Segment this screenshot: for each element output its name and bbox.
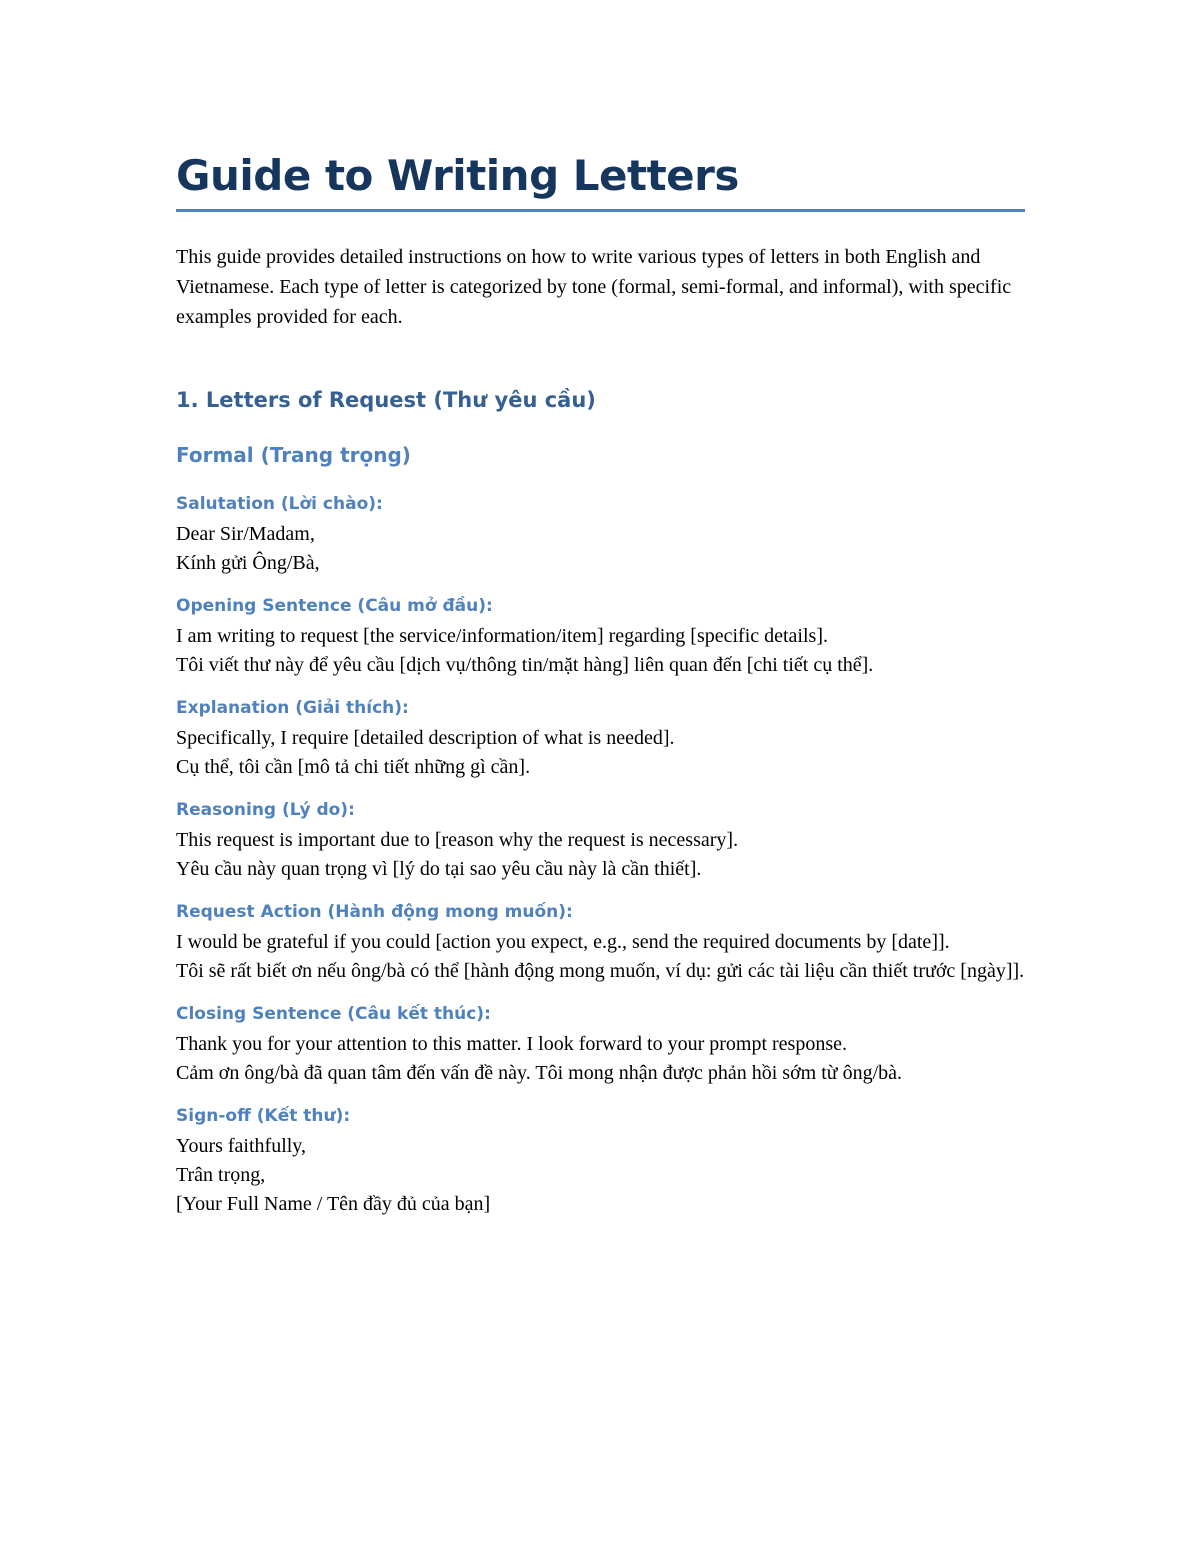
subheading-formal: Formal (Trang trọng) [176,443,411,467]
title-underline-rule [176,209,1025,212]
part-line: Tôi viết thư này để yêu cầu [dịch vụ/thông tin/mặt hàng] liên quan đến [chi tiết cụ thể]. [176,654,874,676]
part-label: Closing Sentence (Câu kết thúc): [176,1004,491,1024]
part-line: Cụ thể, tôi cần [mô tả chi tiết những gì cần]. [176,756,531,778]
part-line: Yours faithfully, [176,1135,307,1157]
part-label: Sign-off (Kết thư): [176,1106,351,1126]
part-line: [Your Full Name / Tên đầy đủ của bạn] [176,1193,491,1215]
part-line: Specifically, I require [detailed description of what is needed]. [176,727,675,749]
part-explanation [176,695,1026,782]
part-line: This request is important due to [reason why the request is necessary]. [176,829,739,851]
part-label: Explanation (Giải thích): [176,698,409,718]
part-salutation [176,491,1026,578]
part-line: Trân trọng, [176,1164,266,1186]
document-title: Guide to Writing Letters [176,151,739,200]
part-line: Tôi sẽ rất biết ơn nếu ông/bà có thể [hành động mong muốn, ví dụ: gửi các tài liệu cần thiết trước [ngày]]. [176,960,1025,982]
part-closing-sentence [176,1001,1026,1088]
part-line: I would be grateful if you could [action you expect, e.g., send the required documents by [date]]. [176,931,950,953]
part-line: Dear Sir/Madam, [176,523,315,545]
part-line: Cảm ơn ông/bà đã quan tâm đến vấn đề này. Tôi mong nhận được phản hồi sớm từ ông/bà. [176,1062,903,1084]
part-opening-sentence [176,593,1026,680]
part-label: Salutation (Lời chào): [176,494,383,514]
part-line: Kính gửi Ông/Bà, [176,552,320,574]
intro-paragraph: This guide provides detailed instructions on how to write various types of letters in both English and Vietnamese. Each type of letter is categorized by tone (formal, semi-formal, and informal), with specific examples provided for each. [176,246,1012,328]
part-line: Yêu cầu này quan trọng vì [lý do tại sao yêu cầu này là cần thiết]. [176,858,702,880]
part-reasoning [176,797,1026,884]
part-line: Thank you for your attention to this matter. I look forward to your prompt response. [176,1033,847,1055]
part-line: I am writing to request [the service/information/item] regarding [specific details]. [176,625,828,647]
part-label: Reasoning (Lý do): [176,800,355,820]
section-heading-letters-of-request: 1. Letters of Request (Thư yêu cầu) [176,388,596,412]
part-request-action [176,899,1026,986]
part-sign-off [176,1103,1026,1219]
part-label: Request Action (Hành động mong muốn): [176,902,573,922]
document-content [176,146,1026,1219]
part-label: Opening Sentence (Câu mở đầu): [176,596,493,616]
